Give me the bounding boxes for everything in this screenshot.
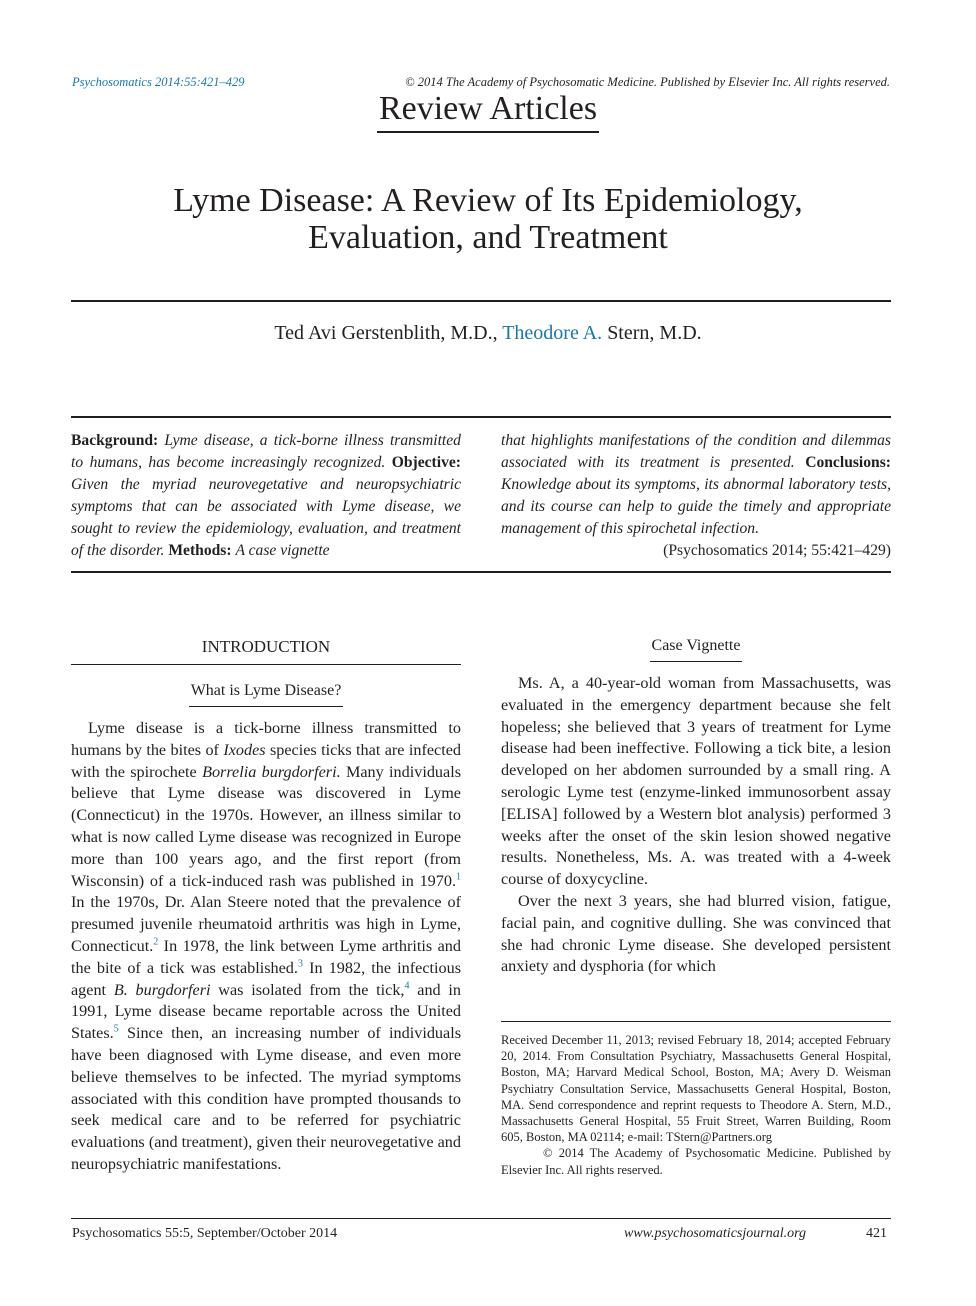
author-list xyxy=(0,322,976,345)
introduction-heading: INTRODUCTION xyxy=(201,637,331,656)
introduction-body xyxy=(71,718,461,1176)
case-vignette-body xyxy=(501,673,891,978)
text-run: was isolated from the tick, xyxy=(210,980,405,999)
abstract-objective-label: Objective: xyxy=(391,454,461,471)
section-title-text: Review Articles xyxy=(377,90,599,133)
abstract-left-column xyxy=(71,430,461,562)
footer-page-number: 421 xyxy=(866,1226,887,1241)
text-run: In 1978, the link between Lyme arthritis and the bite of a tick was established. xyxy=(71,936,461,977)
journal-reference[interactable]: Psychosomatics 2014:55:421–429 xyxy=(72,75,245,89)
footer-divider xyxy=(71,1218,891,1219)
author-stern-rest: Stern, M.D. xyxy=(607,322,702,344)
abstract-bottom-divider xyxy=(71,571,891,573)
abstract-methods-text-cont: that highlights manifestations of the condition and dilemmas associated with its treatment is presented. xyxy=(501,432,891,471)
footer-issue: Psychosomatics 55:5, September/October 2014 xyxy=(72,1226,338,1241)
abstract-background-text: Lyme disease, a tick-borne illness transmitted to humans, has become increasingly recognized. xyxy=(71,432,461,471)
abstract-conclusions-label: Conclusions: xyxy=(805,454,891,471)
abstract-conclusions-text: Knowledge about its symptoms, its abnormal laboratory tests, and its course can help to guide the timely and appropriate management of this spirochetal infection. xyxy=(501,476,891,537)
text-run: In the 1970s, Dr. Alan Steere noted that the prevalence of presumed juvenile rheumatoid arthritis was high in Lyme, Connecticut. xyxy=(71,893,461,955)
text-run: and in 1991, Lyme disease became reportable across the United States. xyxy=(71,980,461,1043)
abstract-methods-label: Methods: xyxy=(168,542,232,559)
case-paragraph-2: Over the next 3 years, she had blurred vision, fatigue, facial pain, and cognitive dulling. She was convinced that she had chronic Lyme disease. She developed persistent anxiety and dysphoria (for which xyxy=(501,891,891,976)
footnote xyxy=(501,1032,891,1178)
title-divider xyxy=(71,300,891,302)
abstract-methods-text: A case vignette xyxy=(235,542,330,559)
footer-journal-url[interactable]: www.psychosomaticsjournal.org xyxy=(624,1226,807,1241)
case-vignette-heading xyxy=(501,637,891,662)
abstract-objective-text: Given the myriad neurovegetative and neuropsychiatric symptoms that can be associated with Lyme disease, we sought to review the epidemiology, evaluation, and treatment of the disorder. xyxy=(71,476,461,559)
abstract-background-label: Background: xyxy=(71,432,159,449)
text-run: In 1982, the infectious agent xyxy=(71,958,462,999)
text-run: Many individuals believe that Lyme disease was discovered in Lyme (Connecticut) in the 1970s. However, an illness similar to what is now called Lyme disease was recognized in Europe more than 100 years ago, and the first report (from Wisconsin) of a tick-induced rash was published in 1970. xyxy=(71,762,461,890)
text-run-italic: Ixodes xyxy=(223,740,266,759)
footnote-copyright: © 2014 The Academy of Psychosomatic Medicine. Published by Elsevier Inc. All rights reserved. xyxy=(501,1146,891,1177)
footnote-received: Received December 11, 2013; revised February 18, 2014; accepted February 20, 2014. From Consultation Psychiatry, Massachusetts General Hospital, Boston, MA; Harvard Medical School, Boston, MA; Avery D. Weisman Psychiatry Consultation Service, Massachusetts General Hospital, Boston, MA. Send correspondence and reprint requests to Theodore A. Stern, M.D., Massachusetts General Hospital, 55 Fruit Street, Warren Building, Room 605, Boston, MA 02114; e-mail: TStern@Partners.org xyxy=(501,1033,891,1145)
article-title-line1: Lyme Disease: A Review of Its Epidemiology, xyxy=(173,182,803,219)
abstract-right-column xyxy=(501,430,891,562)
text-run: Lyme disease is a tick-borne illness transmitted to humans by the bites of xyxy=(71,719,461,759)
article-title-line2: Evaluation, and Treatment xyxy=(308,219,668,256)
case-paragraph-1: Ms. A, a 40-year-old woman from Massachusetts, was evaluated in the emergency department because she felt hopeless; she believed that 3 years of treatment for Lyme disease had been ineffective. Following a tick bite, a lesion developed on her abdomen surrounded by a small ring. A serologic Lyme test (enzyme-linked immunosorbent assay [ELISA] followed by a Western blot analysis) performed 3 weeks after the onset of the skin lesion showed negative results. Nonetheless, Ms. A. was treated with a 4-week course of doxycycline. xyxy=(501,674,891,889)
what-is-lyme-subheading-text: What is Lyme Disease? xyxy=(189,682,344,707)
author-gerstenblith: Ted Avi Gerstenblith, M.D., xyxy=(274,322,498,344)
section-title xyxy=(0,90,976,128)
reference-4[interactable]: 4 xyxy=(404,980,410,992)
case-vignette-heading-text: Case Vignette xyxy=(650,637,743,662)
reference-1[interactable]: 1 xyxy=(456,871,461,883)
copyright-notice: © 2014 The Academy of Psychosomatic Medicine. Published by Elsevier Inc. All rights reserved. xyxy=(405,75,890,89)
footnote-rule xyxy=(501,1021,891,1022)
text-run: Since then, an increasing number of individuals have been diagnosed with Lyme disease, and even more believe themselves to be infected. The myriad symptoms associated with this condition have prompted thousands to seek medical care and to be referred for psychiatric evaluations (and treatment), given their neurovegetative and neuropsychiatric manifestations. xyxy=(71,1024,461,1173)
reference-5[interactable]: 5 xyxy=(113,1023,119,1035)
what-is-lyme-subheading xyxy=(71,682,461,707)
abstract-citation: (Psychosomatics 2014; 55:421–429) xyxy=(663,542,891,559)
author-stern-link[interactable]: Theodore A. xyxy=(502,322,603,344)
reference-3[interactable]: 3 xyxy=(297,958,303,970)
text-run-italic: B. burgdorferi xyxy=(113,980,211,999)
abstract-top-divider xyxy=(71,416,891,418)
article-title xyxy=(80,182,896,256)
introduction-heading-rule xyxy=(71,664,461,665)
text-run-italic: Borrelia burgdorferi. xyxy=(202,762,341,781)
reference-2[interactable]: 2 xyxy=(153,936,159,948)
introduction-paragraph xyxy=(71,718,461,1176)
text-run: species ticks that are infected with the spirochete xyxy=(71,740,461,781)
